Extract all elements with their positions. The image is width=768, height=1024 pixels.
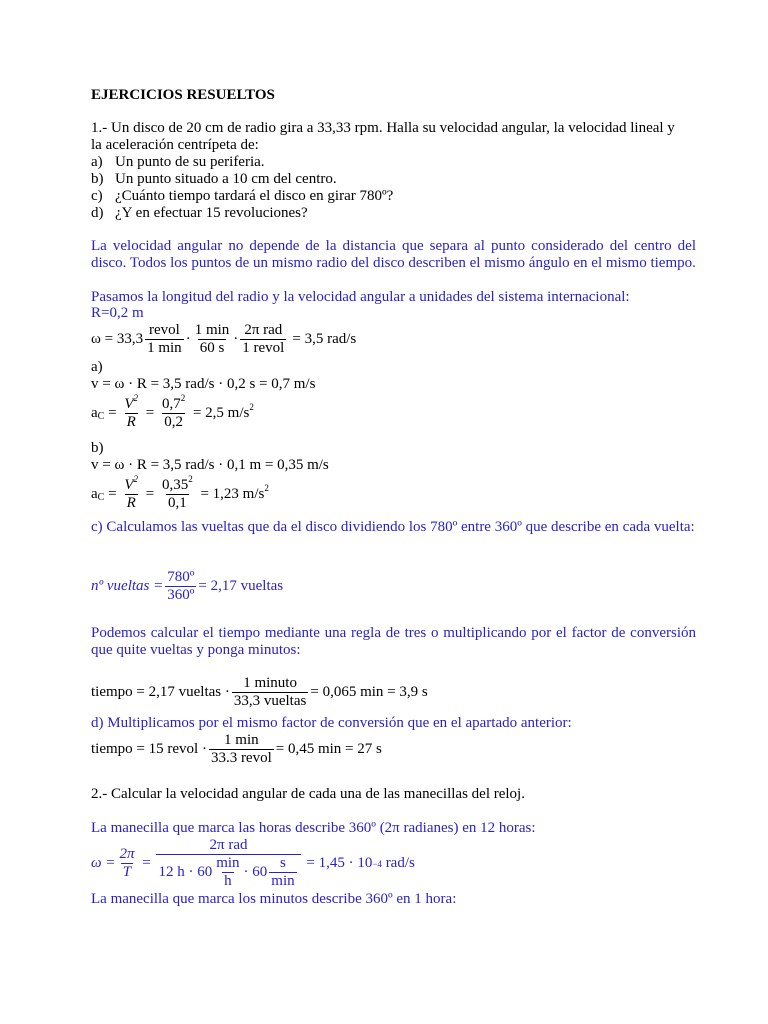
list-item [91,171,696,188]
part-c-text: c) Calculamos las vueltas que da el disco dividiendo los 780º entre 360º que describe en cada vuelta: [91,519,695,535]
fraction-denominator: 0,2 [164,414,183,430]
hours-hand-text: La manecilla que marca las horas describe 360º (2π radianes) en 12 horas: [91,820,536,836]
time-lhs: tiempo = 15 revol · [91,741,207,757]
fraction [122,474,140,512]
time-result: = 0,45 min = 27 s [275,741,382,757]
time-lhs: tiempo = 2,17 vueltas · [91,684,230,700]
part-c-time-equation [91,675,428,710]
list-item [91,188,696,205]
minutes-hand-text: La manecilla que marca los minutos describe 360º en 1 hora: [91,891,457,907]
fraction-denominator: 1 min [147,340,182,356]
fraction-numerator: s [280,855,286,871]
statement-line-2: la aceleración centrípeta de: [91,137,259,153]
item-label: b) [91,171,104,187]
item-text: ¿Cuánto tiempo tardará el disco en girar 780º? [115,188,394,204]
fraction-numerator: 1 min [224,732,259,748]
part-a-label: a) [91,359,103,375]
item-label: d) [91,205,104,221]
fraction-denominator: 1 revol [242,340,285,356]
fraction-numerator: 2π [119,846,135,862]
part-a-acceleration: a C = $\frac{V^2}{R}$ = $\frac{0,7^2}{0,2}$ = 2,5 $m/s^2$ [91,393,254,430]
fraction-numerator: $V^2$ [124,474,138,493]
fraction-numerator: 2π rad [244,322,283,338]
denominator-part: · 60 [243,864,268,880]
part-c-paragraph: Podemos calcular el tiempo mediante una regla de tres o multiplicando por el factor de conversión que quite vueltas y ponga minutos: [91,625,696,658]
fraction-denominator: R [126,414,136,430]
fraction-denominator: h [224,873,232,889]
accel-result: = 1,23 $m/s^2$ [200,483,269,502]
fraction-denominator: 0,1 [167,495,187,511]
statement-line-1: 1.- Un disco de 20 cm de radio gira a 33,33 rpm. Halla su velocidad angular, la velocidad lineal y [91,120,675,136]
compound-fraction [156,837,300,890]
item-label: a) [91,154,103,170]
part-d-time-equation [91,732,382,767]
result-text: = 2,5 m/s [192,405,250,421]
fraction-denominator: 360º [167,587,195,603]
laps-result: = 2,17 vueltas [198,578,284,594]
item-label: c) [91,188,103,204]
laps-lhs: nº vueltas = [91,578,164,594]
accel-result: = 2,5 $m/s^2$ [192,402,254,421]
fraction-numerator: 780º [167,569,195,585]
fraction-denominator: 33.3 revol [210,750,272,766]
omega-lhs: ω = [91,855,116,871]
numerator-text: 0,7 [161,396,181,412]
accel-subscript: C [97,411,105,422]
denominator-part: 12 h · 60 [158,864,213,880]
fraction [122,393,140,431]
fraction-numerator: 1 minuto [243,675,297,691]
fraction [160,474,195,512]
time-result: = 0,065 min = 3,9 s [310,684,428,700]
result-unit: rad/s [385,855,415,871]
fraction [165,569,196,604]
omega-lhs: ω = 33,3 [91,331,144,347]
fraction-numerator: $0,7^2$ [161,393,186,412]
exercise-1-statement [91,120,696,222]
part-b-acceleration: a C = $\frac{V^2}{R}$ = $\frac{0,35^2}{0,1}$ = 1,23 $m/s^2$ [91,474,269,511]
fraction [214,855,241,890]
fraction [117,846,136,881]
hours-hand-equation: ω = $\frac{2\pi}{T}$ = 2π rad 12 h · 60 $\frac{\min}{h}$ · 60 $\frac{s}{\min}$ = 1,45 · 10 −4 rad/s [91,837,415,889]
accel-symbol: a [91,486,98,502]
fraction-numerator: 1 min [194,322,230,338]
result-text: = 1,23 m/s [200,486,265,502]
solution-paragraph: La velocidad angular no depende de la distancia que separa al punto considerado del centro del disco. Todos los puntos de un mismo radio del disco describen el mismo ángulo en el mismo tiempo. [91,238,696,271]
fraction [160,393,187,431]
part-b-velocity: v = ω · R = 3,5 rad/s · 0,1 m = 0,35 m/s [91,457,329,473]
fraction-numerator: 2π rad [209,837,248,853]
fraction-denominator: 60 s [199,340,225,356]
fraction-denominator: min [271,873,295,889]
fraction-denominator: T [122,864,132,880]
fraction-denominator [156,854,300,890]
list-item [91,154,696,171]
list-item [91,205,696,222]
part-b-label: b) [91,440,104,456]
item-text: ¿Y en efectuar 15 revoluciones? [115,205,308,221]
item-text: Un punto situado a 10 cm del centro. [115,171,337,187]
item-text: Un punto de su periferia. [115,154,265,170]
part-d-text: d) Multiplicamos por el mismo factor de conversión que en el apartado anterior: [91,715,572,731]
solution-paragraph-units: Pasamos la longitud del radio y la velocidad angular a unidades del sistema internacional: [91,289,630,305]
fraction [240,322,286,357]
part-c-laps-equation [91,569,283,604]
omega-equation: ω = 33,3 $\frac{\text{revol}}{1 \min}$ · $\frac{1 \min}{60 s}$ · $\frac{\text{2π rad}}{\text{1 revol}}$ = 3,5 rad/s [91,322,357,356]
fraction [193,322,232,357]
omega-result: = 1,45 · 10 [306,855,373,871]
accel-subscript: C [97,492,105,503]
fraction [145,322,184,357]
fraction-denominator: R [126,495,136,511]
fraction [209,732,274,767]
fraction-numerator: 0,35$^2$ [161,474,193,493]
numerator-text: V [124,396,134,412]
part-a-velocity: v = ω · R = 3,5 rad/s · 0,2 s = 0,7 m/s [91,376,316,392]
radius-value: R=0,2 m [91,305,144,321]
fraction [269,855,296,890]
exercise-2-statement: 2.- Calcular la velocidad angular de cada una de las manecillas del reloj. [91,786,525,802]
fraction-denominator: 33,3 vueltas [233,693,307,709]
omega-result: = 3,5 rad/s [292,331,357,347]
fraction-numerator: revol [148,322,180,338]
page-title: EJERCICIOS RESUELTOS [91,87,275,103]
accel-symbol: a [91,405,98,421]
fraction-numerator: min [216,855,240,871]
fraction [232,675,309,710]
numerator-text: 0,35 [161,477,189,493]
numerator-text: V [124,477,134,493]
fraction-numerator: $V^2$ [124,393,138,412]
